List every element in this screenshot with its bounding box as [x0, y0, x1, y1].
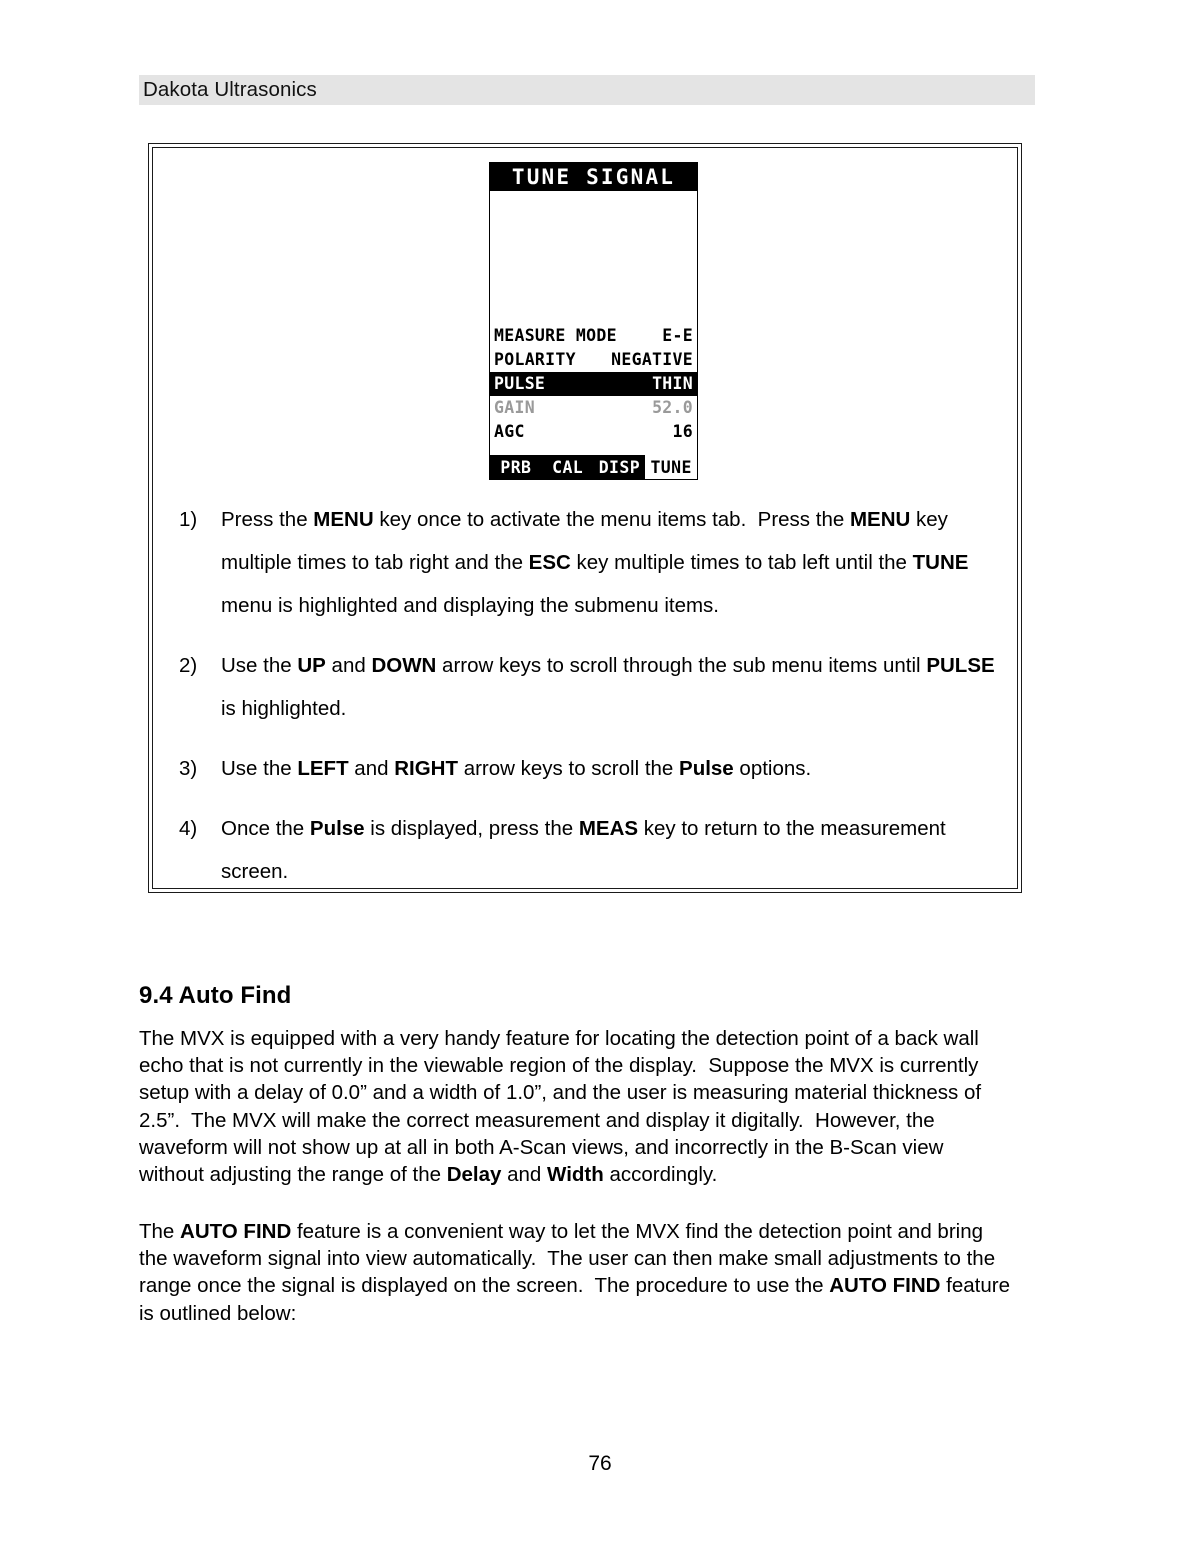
lcd-menu-item-polarity[interactable]: [490, 348, 697, 372]
procedure-box-inner-border: [152, 147, 1018, 889]
step-number: 4): [179, 817, 198, 840]
procedure-step-list: [177, 498, 1001, 910]
lcd-menu-item-value: THIN: [652, 373, 693, 393]
section-paragraph-1: The MVX is equipped with a very handy feature for locating the detection point of a back wall echo that is not currently in the viewable region of the display. Suppose the MVX is currently setup with a delay of 0.0” and a width of 1.0”, and the user is measuring material thickness of 2.5”. The MVX will make the correct measurement and display it digitally. However, the waveform will not show up at all in both A-Scan views, and incorrectly in the B-Scan view without adjusting the range of the Delay and Width accordingly.: [139, 1027, 982, 1187]
lcd-menu-item-gain[interactable]: [490, 396, 697, 420]
lcd-menu-list: [490, 324, 697, 444]
lcd-menu-item-value: E-E: [662, 325, 693, 345]
lcd-menu-item-pulse[interactable]: [490, 372, 697, 396]
page-header-band: [139, 75, 1035, 105]
lcd-tab-disp[interactable]: DISP: [598, 457, 641, 477]
lcd-menu-item-label: POLARITY: [494, 349, 576, 369]
step-number: 2): [179, 654, 198, 677]
procedure-step: [177, 807, 1001, 893]
step-text: Press the MENU key once to activate the menu items tab. Press the MENU key multiple times to tab right and the ESC key multiple times to tab left until the TUNE menu is highlighted and displaying the submenu items.: [221, 508, 969, 617]
lcd-title-bar: TUNE SIGNAL: [490, 163, 697, 191]
lcd-menu-item-value: 16: [672, 421, 693, 441]
device-lcd-screen: [489, 162, 698, 480]
lcd-menu-item-label: AGC: [494, 421, 525, 441]
page-header-title: Dakota Ultrasonics: [143, 77, 317, 101]
step-text: Once the Pulse is displayed, press the MEAS key to return to the measurement screen.: [221, 817, 946, 883]
lcd-menu-item-value: 52.0: [652, 397, 693, 417]
section-paragraph-2: The AUTO FIND feature is a convenient way to let the MVX find the detection point and bring the waveform signal into view automatically. The user can then make small adjustments to the range once the signal is displayed on the screen. The procedure to use the AUTO FIND feature is outlined below:: [139, 1220, 1010, 1325]
lcd-menu-item-label: MEASURE MODE: [494, 325, 617, 345]
procedure-step: [177, 498, 1001, 627]
lcd-tab-tune[interactable]: TUNE: [645, 455, 697, 479]
step-number: 1): [179, 508, 198, 531]
lcd-menu-item-value: NEGATIVE: [611, 349, 693, 369]
step-text: Use the LEFT and RIGHT arrow keys to scroll the Pulse options.: [221, 757, 812, 780]
lcd-waveform-area: [490, 191, 697, 324]
section-heading-auto-find: 9.4 Auto Find: [139, 982, 292, 1009]
lcd-menu-item-measure-mode[interactable]: [490, 324, 697, 348]
step-number: 3): [179, 757, 198, 780]
lcd-menu-item-agc[interactable]: [490, 420, 697, 444]
step-text: Use the UP and DOWN arrow keys to scroll through the sub menu items until PULSE is highlighted.: [221, 654, 995, 720]
procedure-box: [148, 143, 1022, 893]
lcd-menu-item-label: GAIN: [494, 397, 535, 417]
lcd-tab-cal[interactable]: CAL: [552, 457, 584, 477]
procedure-step: [177, 644, 1001, 730]
page-number: 76: [588, 1452, 612, 1475]
lcd-tab-bar: [490, 455, 697, 479]
lcd-tab-prb[interactable]: PRB: [500, 457, 532, 477]
procedure-step: [177, 747, 1001, 790]
lcd-menu-item-label: PULSE: [494, 373, 546, 393]
